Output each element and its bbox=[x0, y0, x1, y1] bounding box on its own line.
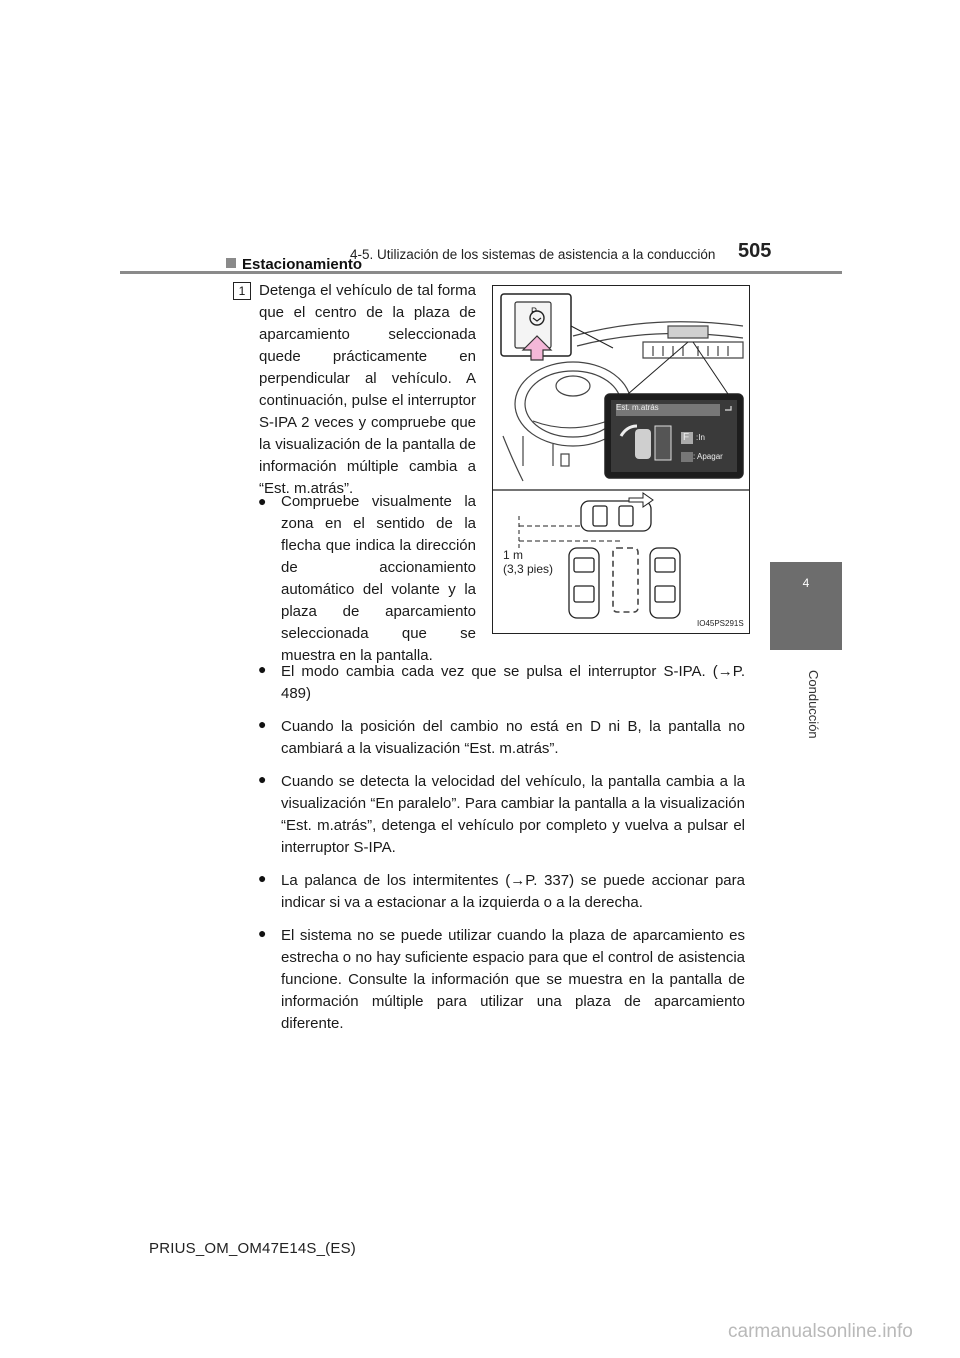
bullet-dot-icon: ● bbox=[258, 925, 267, 941]
list-item bbox=[258, 925, 745, 1035]
list-item bbox=[258, 870, 745, 914]
distance-label-imperial: (3,3 pies) bbox=[503, 562, 554, 576]
bullet-text: La palanca de los intermitentes (→P. 337) se puede accionar para indicar si va a estacionar a la izquierda o a la derecha. bbox=[281, 872, 745, 911]
figure-code: IO45PS291S bbox=[697, 619, 744, 628]
bullet-text: Cuando se detecta la velocidad del vehículo, la pantalla cambia a la visualización “En paralelo”. Para cambiar la pantalla a la visualización “Est. m.atrás”, detenga el vehículo por completo y vuelva a pulsar el interruptor S-IPA. bbox=[281, 773, 745, 856]
bullet-dot-icon: ● bbox=[258, 493, 267, 509]
bullet-list bbox=[258, 661, 745, 1046]
page-number: 505 bbox=[738, 240, 772, 262]
bullet-dot-icon: ● bbox=[258, 870, 267, 886]
chapter-label: Conducción bbox=[806, 670, 821, 739]
list-item bbox=[258, 661, 745, 705]
bullet-text: Cuando la posición del cambio no está en D ni B, la pantalla no cambiará a la visualización “Est. m.atrás”. bbox=[281, 718, 745, 757]
section-heading bbox=[226, 256, 362, 273]
display-in-label: :In bbox=[696, 433, 705, 442]
display-title-label: Est. m.atrás bbox=[616, 403, 659, 412]
parking-illustration bbox=[492, 285, 750, 634]
heading-square-icon bbox=[226, 258, 236, 268]
step-text: Detenga el vehículo de tal forma que el centro de la plaza de aparcamiento seleccionada quede prácticamente en perpendicular al vehículo. A continuación, pulse el interruptor S-IPA 2 veces y compruebe que la visualización de la pantalla de información múltiple cambia a “Est. m.atrás”. bbox=[259, 282, 476, 497]
bullet-text: El modo cambia cada vez que se pulsa el interruptor S-IPA. (→P. 489) bbox=[281, 663, 745, 702]
step-number-badge: 1 bbox=[233, 282, 251, 300]
chapter-number: 4 bbox=[802, 576, 810, 590]
distance-label: 1 m bbox=[503, 548, 524, 562]
display-in-key-icon: F bbox=[683, 432, 690, 443]
section-heading-text: Estacionamiento bbox=[242, 256, 363, 273]
bullet-dot-icon: ● bbox=[258, 771, 267, 787]
switch-letter-label: P bbox=[531, 306, 538, 316]
site-watermark: carmanualsonline.info bbox=[728, 1321, 913, 1342]
bullet-dot-icon: ● bbox=[258, 716, 267, 732]
display-off-label: : Apagar bbox=[693, 452, 723, 461]
list-item bbox=[258, 716, 745, 760]
bullet-text: El sistema no se puede utilizar cuando la plaza de aparcamiento es estrecha o no hay suficiente espacio para que el control de asistencia funcione. Consulte la información que se muestra en la pantalla de información múltiple para utilizar una plaza de aparcamiento diferente. bbox=[281, 927, 745, 1032]
list-item bbox=[258, 771, 745, 859]
header-section-title: 4-5. Utilización de los sistemas de asistencia a la conducción bbox=[350, 247, 716, 262]
bullet-column-text: Compruebe visualmente la zona en el sentido de la flecha que indica la dirección de accionamiento automático del volante y la plaza de aparcamiento seleccionada que se muestra en la pantalla. bbox=[281, 493, 476, 664]
footer-document-code: PRIUS_OM_OM47E14S_(ES) bbox=[149, 1240, 356, 1257]
bullet-dot-icon: ● bbox=[258, 661, 267, 677]
